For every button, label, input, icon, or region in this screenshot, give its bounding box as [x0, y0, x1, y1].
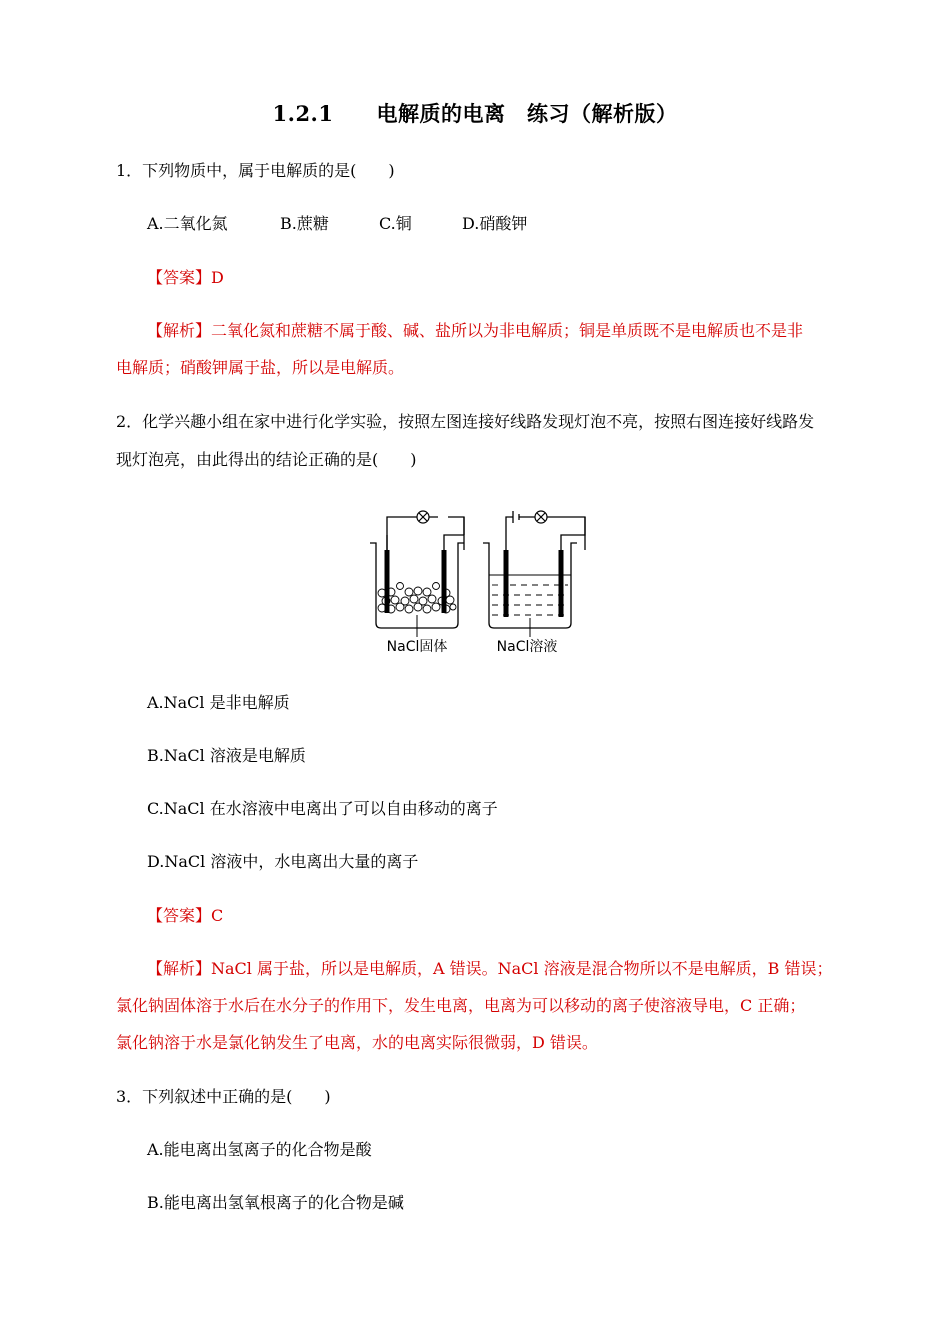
q1-stem: 1．下列物质中，属于电解质的是( ) — [116, 161, 395, 180]
q2-stem-line-2: 现灯泡亮，由此得出的结论正确的是( ) — [116, 450, 417, 469]
q3-option-a: A.能电离出氢离子的化合物是酸 — [147, 1140, 372, 1159]
q1-analysis-line-2: 电解质；硝酸钾属于盐，所以是电解质。 — [116, 358, 405, 377]
q2-analysis-label: 【解析】 — [147, 959, 212, 978]
q3-option-b: B.能电离出氢氧根离子的化合物是碱 — [147, 1193, 404, 1212]
page-title: 1.2.1 电解质的电离 练习（解析版） — [272, 101, 678, 126]
q1-analysis-line-1 — [147, 321, 803, 341]
q2-option-c: C.NaCl 在水溶液中电离出了可以自由移动的离子 — [147, 799, 498, 818]
q1-options — [147, 214, 527, 234]
q1-option-b: B.蔗糖 — [280, 214, 329, 233]
q2-answer — [147, 906, 223, 926]
q2-analysis-text-1: NaCl 属于盐，所以是电解质，A 错误。NaCl 溶液是混合物所以不是电解质，B 错误； — [211, 959, 833, 978]
q1-answer-label: 【答案】 — [147, 268, 212, 287]
q2-option-a: A.NaCl 是非电解质 — [147, 693, 290, 712]
q2-analysis-line-3: 氯化钠溶于水是氯化钠发生了电离，水的电离实际很微弱，D 错误。 — [116, 1033, 598, 1052]
figure-caption-left: NaCl固体 — [386, 639, 448, 655]
q1-option-a: A.二氧化氮 — [147, 214, 228, 233]
q2-option-b: B.NaCl 溶液是电解质 — [147, 746, 306, 765]
bulb-icon — [535, 511, 547, 523]
q2-option-d: D.NaCl 溶液中，水电离出大量的离子 — [147, 852, 419, 871]
q2-analysis-line-2: 氯化钠固体溶于水后在水分子的作用下，发生电离，电离为可以移动的离子使溶液导电，C 正确； — [116, 996, 806, 1015]
conductivity-experiment-figure — [360, 505, 590, 660]
q2-stem-line-1: 2．化学兴趣小组在家中进行化学实验，按照左图连接好线路发现灯泡不亮，按照右图连接好线路发 — [116, 412, 815, 431]
q2-analysis-line-1 — [147, 959, 832, 979]
q2-answer-label: 【答案】 — [147, 906, 212, 925]
figure-caption-right: NaCl溶液 — [496, 639, 558, 655]
q1-option-c: C.铜 — [379, 214, 412, 233]
q1-answer — [147, 268, 224, 288]
bulb-icon — [417, 511, 429, 523]
q1-analysis-text-1: 二氧化氮和蔗糖不属于酸、碱、盐所以为非电解质；铜是单质既不是电解质也不是非 — [211, 321, 804, 340]
q2-answer-value: C — [211, 906, 224, 925]
q1-answer-value: D — [211, 268, 224, 287]
q1-option-d: D.硝酸钾 — [462, 214, 528, 233]
q1-analysis-label: 【解析】 — [147, 321, 212, 340]
q3-stem: 3．下列叙述中正确的是( ) — [116, 1087, 331, 1106]
